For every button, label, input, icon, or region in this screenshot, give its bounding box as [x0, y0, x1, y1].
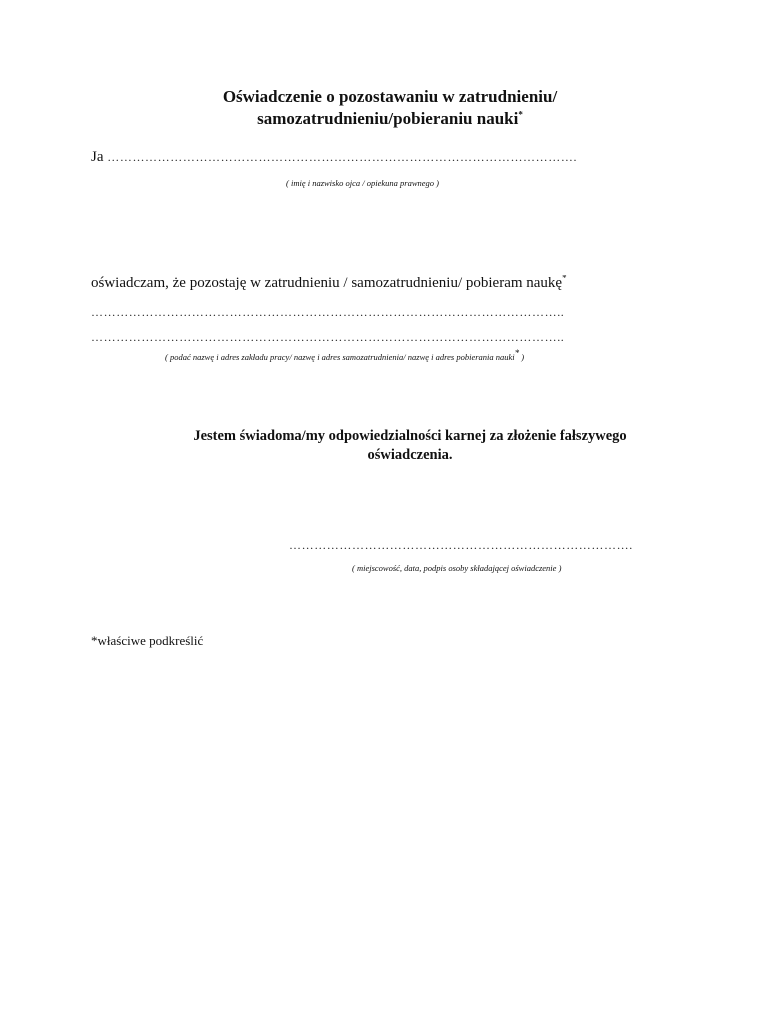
liability-statement	[150, 427, 670, 465]
signature-dots: ……………………………………………………………………….	[289, 538, 633, 552]
document-title	[120, 86, 660, 130]
title-line-2	[120, 108, 660, 130]
title-asterisk: *	[518, 109, 523, 120]
name-caption: ( imię i nazwisko ojca / opiekuna prawnego )	[286, 178, 439, 188]
declaration-line	[91, 275, 567, 292]
name-fill-line	[91, 149, 577, 166]
address-dots-1: …………………………………………………………………………………………………..	[91, 305, 565, 319]
name-dots: ………………………………………………………………………………………………….	[107, 150, 578, 164]
address-caption-end: )	[519, 352, 525, 362]
address-caption-asterisk: *	[514, 348, 520, 359]
address-caption-text: ( podać nazwę i adres zakładu pracy/ nazwę i adres samozatrudnienia/ nazwę i adres pobierania nauki	[165, 352, 515, 362]
address-fill-line-1	[91, 304, 564, 321]
address-dots-2: …………………………………………………………………………………………………..	[91, 330, 565, 344]
signature-line	[289, 537, 633, 554]
ja-label: Ja	[91, 149, 104, 165]
address-caption	[165, 348, 525, 362]
statement-line-2: oświadczenia.	[367, 447, 453, 463]
title-line-1: Oświadczenie o pozostawaniu w zatrudnieniu/	[222, 87, 558, 106]
address-fill-line-2	[91, 329, 564, 346]
footnote: *właściwe podkreślić	[91, 633, 204, 648]
declaration-text: oświadczam, że pozostaję w zatrudnieniu / samozatrudnieniu/ pobieram naukę	[91, 275, 563, 291]
declaration-asterisk: *	[562, 275, 567, 283]
title-line-2-text: samozatrudnieniu/pobieraniu nauki	[257, 109, 519, 128]
statement-line-1: Jestem świadoma/my odpowiedzialności karnej za złożenie fałszywego	[193, 428, 627, 444]
signature-caption: ( miejscowość, data, podpis osoby składającej oświadczenie )	[352, 563, 562, 573]
